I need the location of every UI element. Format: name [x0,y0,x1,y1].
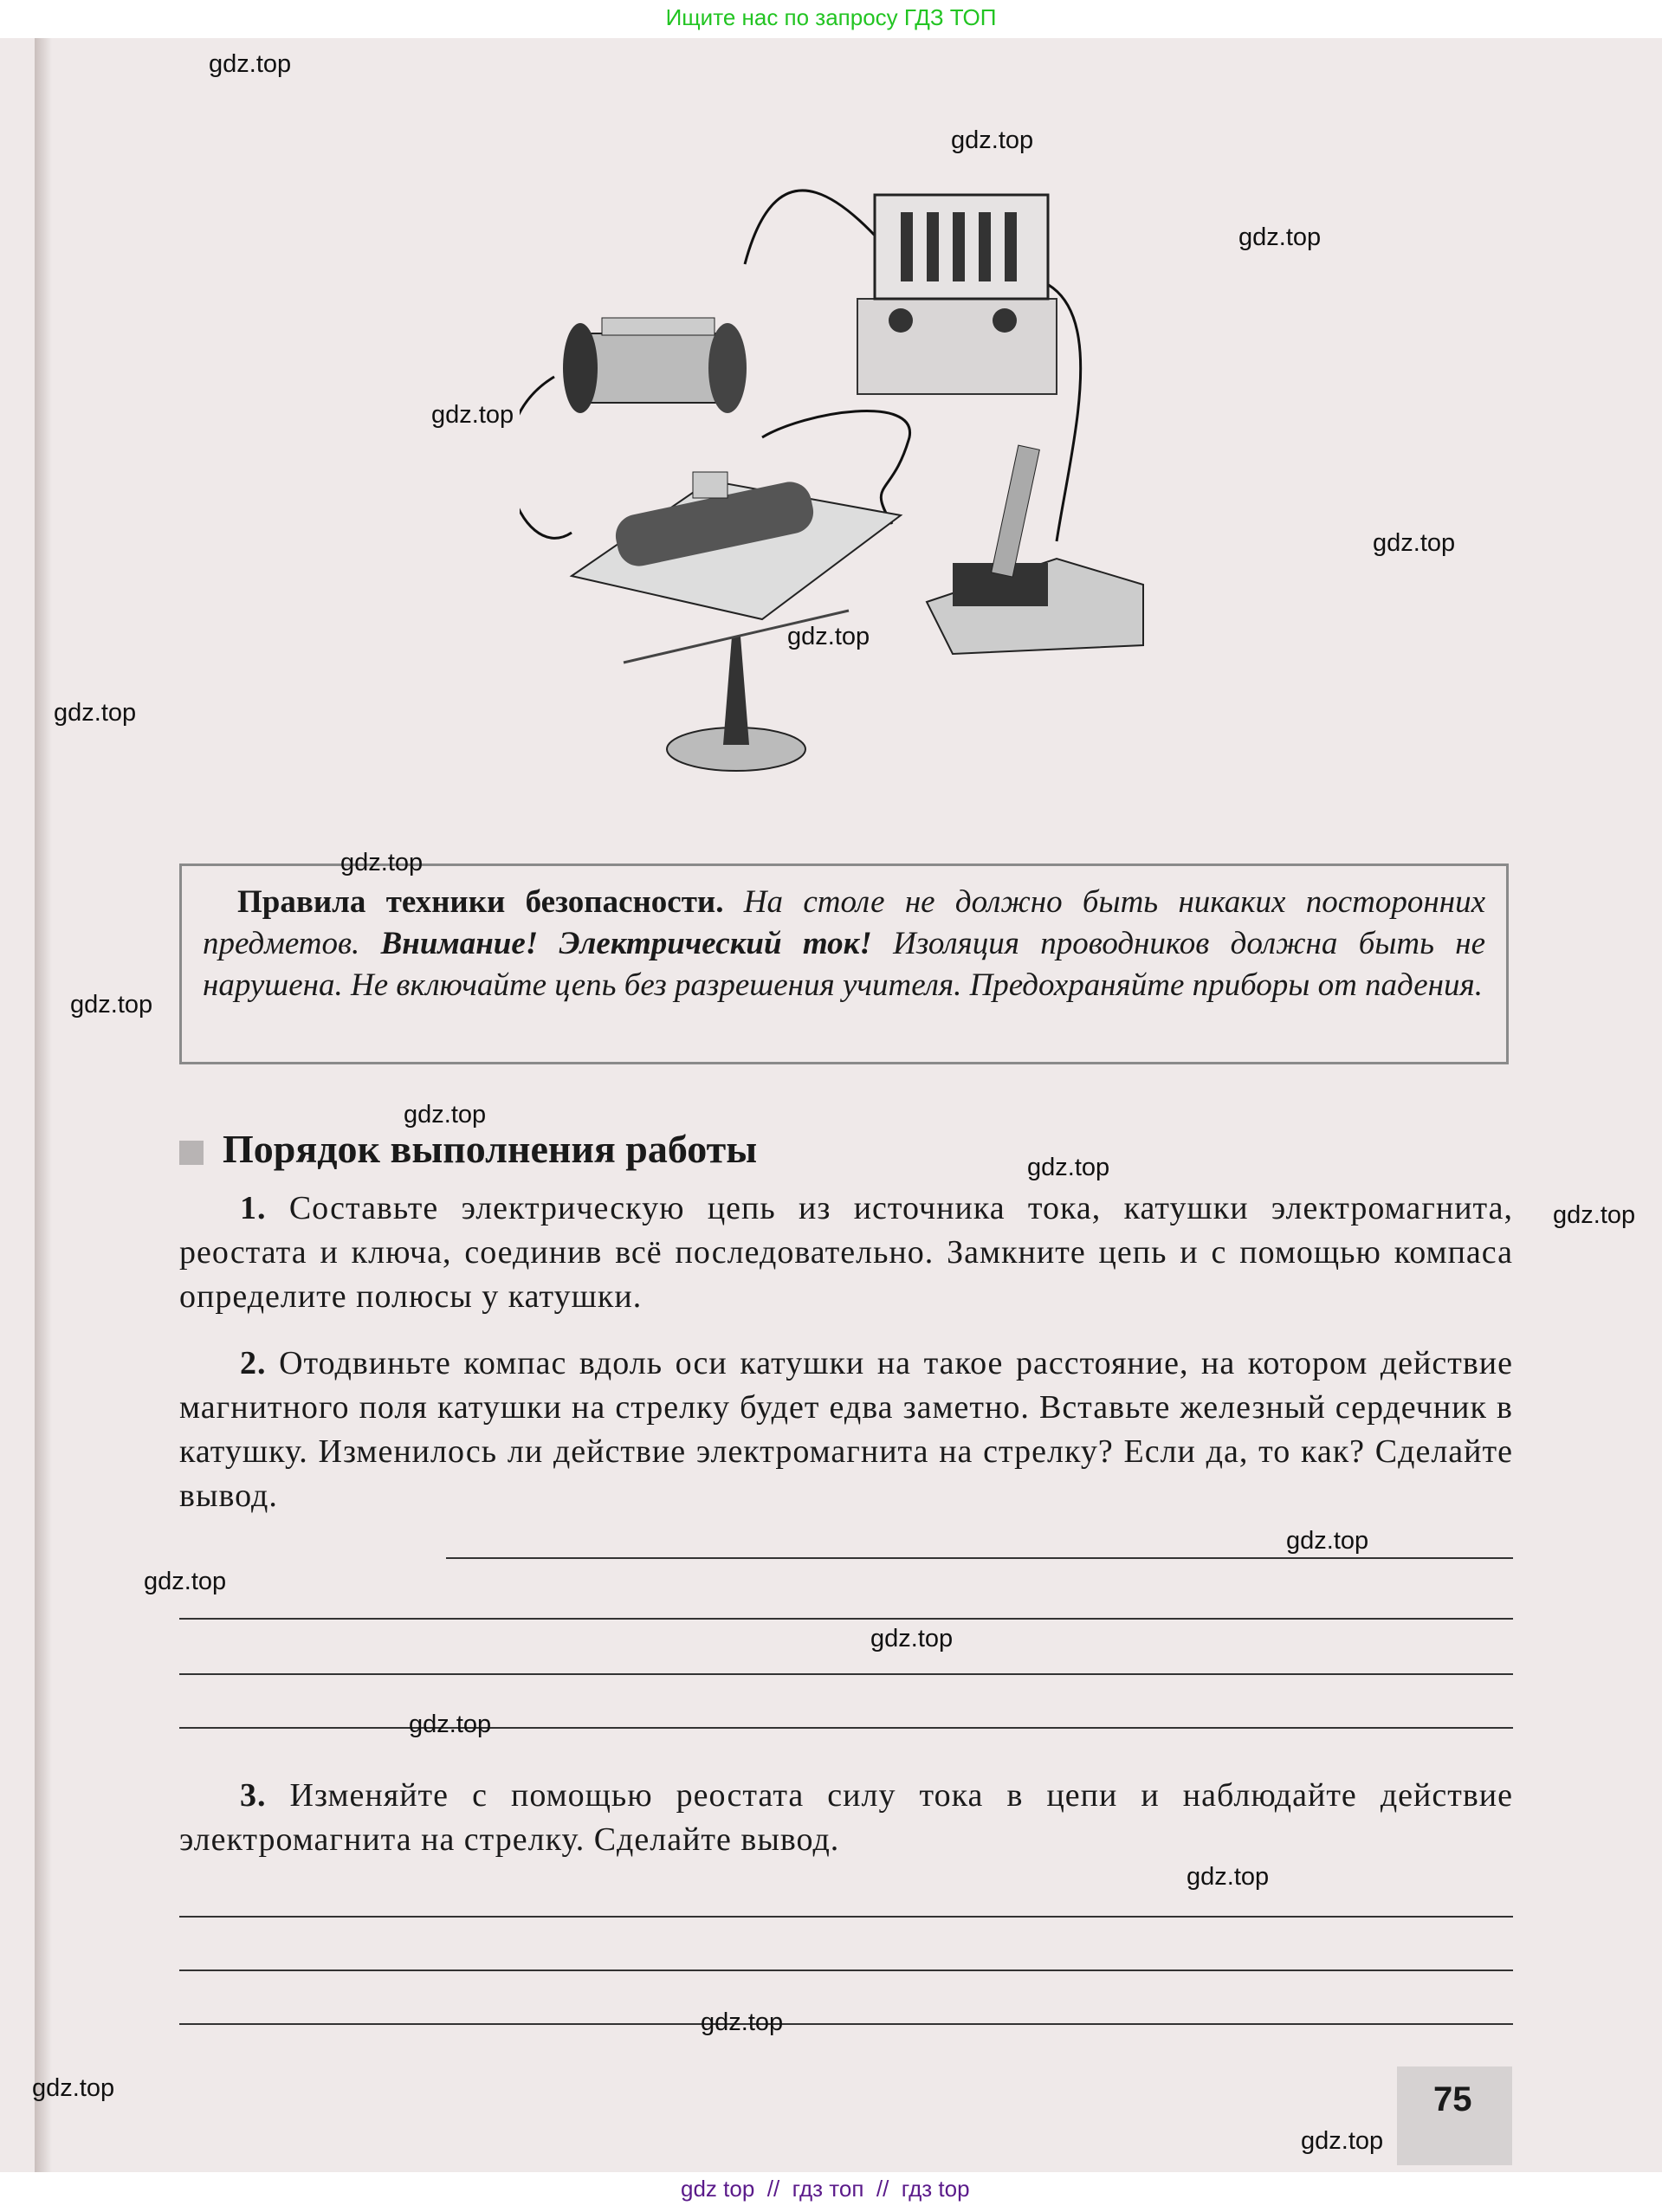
square-bullet-icon [179,1141,204,1165]
step-2 [179,1342,1513,1518]
section-title: Порядок выполнения работы [223,1127,758,1171]
step-text: Отодвиньте компас вдоль оси катушки на такое расстояние, на котором действие магнитного поля катушки на стрелку будет едва заметно. Вставьте железный сердечник в катушку. Изменилось ли действие электромагнита на стрелку? Если да, то как? Сделайте вывод. [179,1345,1513,1514]
footer-bar [0,2172,1662,2212]
safety-text-1: На столе не должно быть никаких посторонних предметов. [203,884,1486,961]
watermark: gdz.top [70,991,153,1019]
answer-line[interactable] [179,1673,1513,1675]
watermark: gdz.top [870,1625,954,1653]
power-source [857,195,1057,394]
page-number-box [1397,2066,1512,2165]
step-text: Изменяйте с помощью реостата силу тока в цепи и наблюдайте действие электромагнита на стрелку. Сделайте вывод. [179,1777,1513,1858]
watermark: gdz.top [431,401,514,429]
safety-warning: Внимание! Электрический ток! [380,926,872,961]
rheostat [572,472,901,619]
watermark: gdz.top [32,2074,115,2102]
safety-rules-box [179,863,1509,1064]
step-number: 2. [240,1345,267,1381]
watermark: gdz.top [701,2008,784,2036]
safety-text-2: Изоляция проводников должна быть не нарушена. Не включайте цепь без разрешения учителя. Предохраняйте приборы от падения. [203,926,1486,1003]
watermark: gdz.top [1187,1863,1270,1891]
answer-line[interactable] [179,1969,1513,1971]
watermark: gdz.top [1238,223,1322,251]
watermark: gdz.top [951,126,1034,154]
watermark: gdz.top [409,1711,492,1738]
step-text: Составьте электрическую цепь из источника тока, катушки электромагнита, реостата и ключа, соединив всё последовательно. Замкните цепь и с помощью компаса определите полюсы у катушки. [179,1190,1513,1315]
answer-line[interactable] [179,1618,1513,1620]
footer-links[interactable]: gdz top // гдз топ // гдз top [681,2176,970,2202]
top-banner [0,0,1662,38]
watermark: gdz.top [1301,2127,1384,2155]
watermark: gdz.top [1027,1154,1110,1181]
switch-key [927,445,1143,654]
watermark: gdz.top [404,1101,487,1129]
banner-text: Ищите нас по запросу ГДЗ ТОП [665,4,997,30]
circuit-illustration [520,152,1178,810]
safety-title: Правила техники безопасности. [237,884,724,920]
answer-line[interactable] [179,1916,1513,1918]
watermark: gdz.top [787,623,870,650]
watermark: gdz.top [54,699,137,727]
answer-line[interactable] [179,2023,1513,2025]
watermark: gdz.top [1373,529,1456,557]
watermark: gdz.top [1286,1527,1369,1555]
watermark: gdz.top [144,1568,227,1595]
watermark: gdz.top [1553,1201,1636,1229]
section-heading [179,1126,757,1172]
step-3 [179,1774,1513,1862]
answer-line[interactable] [179,1727,1513,1729]
page-number: 75 [1433,2080,1472,2118]
answer-line[interactable] [446,1557,1513,1559]
watermark: gdz.top [340,849,424,876]
step-number: 1. [240,1190,267,1226]
step-1 [179,1187,1513,1319]
electromagnet-coil [563,318,747,413]
step-number: 3. [240,1777,267,1814]
page-spine-shadow [35,38,52,2172]
watermark: gdz.top [209,50,292,78]
